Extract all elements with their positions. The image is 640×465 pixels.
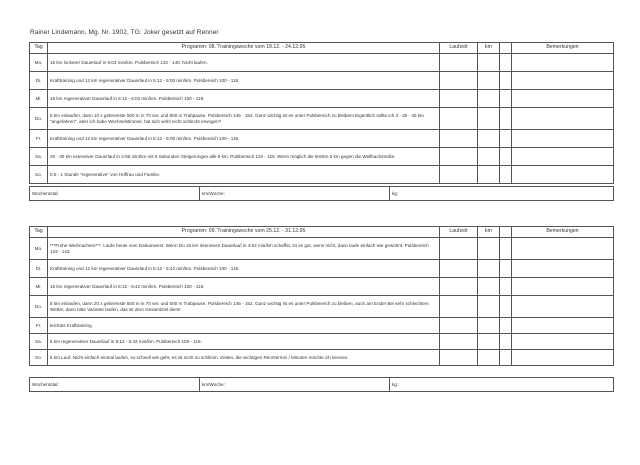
laufzeit-cell (440, 130, 478, 148)
wochentotal-label: Wochentotal: (30, 378, 200, 392)
training-text: Krafttraining und 12 km regenerativer Dauerlauf in 5:12 - 6:00 min/km. Pulsbereich 100 - 118. (48, 72, 440, 90)
training-text: 5 km Lauf. Nicht einfach einmal laufen, so schnell wie geht, es ist nicht so schlimm. Zeiten, die wichtigen Renntermin / Minuten möchte ich kennen. (48, 350, 440, 366)
blank-cell (500, 130, 512, 148)
laufzeit-cell (440, 260, 478, 278)
blank-cell (500, 350, 512, 366)
day-label: Di. (30, 260, 48, 278)
km-cell (478, 130, 500, 148)
training-text: 5 km regenerativer Dauerlauf in 5:12 - 5:42 min/km. Pulsbereich 100 - 118. (48, 334, 440, 350)
laufzeit-cell (440, 296, 478, 318)
laufzeit-cell (440, 166, 478, 184)
bemerkungen-cell (512, 54, 614, 72)
laufzeit-cell (440, 54, 478, 72)
km-woche-label: km/Woche: (200, 378, 390, 392)
laufzeit-cell (440, 334, 478, 350)
km-woche-label: km/Woche: (200, 187, 390, 201)
blank-cell (500, 318, 512, 334)
bemerkungen-cell (512, 334, 614, 350)
bemerkungen-cell (512, 148, 614, 166)
km-cell (478, 108, 500, 130)
training-text: ***Frohe Weihnachten***. Laufe heute vom Darkanwest. Wenn Du 15 km intensiven Dauerlauf in 4:52 min/km schaffst, ist es gut, wenn nicht, dann laufe einfach wie gewohnt. Pulsbereich 133 - 143. (48, 238, 440, 260)
week1-title: Programm: 08. Trainingswoche vom 18.12. - 24.12.95 (48, 43, 440, 54)
col-laufzeit-header: Laufzeit (440, 227, 478, 238)
day-label: Do. (30, 108, 48, 130)
training-text: 16 km regenerativer Dauerlauf in 5:12 - 6:02 min/km. Pulsbereich 100 - 118. (48, 90, 440, 108)
laufzeit-cell (440, 238, 478, 260)
laufzeit-cell (440, 350, 478, 366)
day-label: Di. (30, 72, 48, 90)
laufzeit-cell (440, 72, 478, 90)
blank-cell (500, 72, 512, 90)
training-text: 16 km regenerativer Dauerlauf in 5:12 - 5:42 min/km. Pulsbereich 100 - 118. (48, 278, 440, 296)
col-blank-header (500, 43, 512, 54)
laufzeit-cell (440, 318, 478, 334)
training-text: 5 km einlaufen, dann 10 x gebremste 500 m in 70 sec und 800 m Trabpause. Pulsbereich 145 - 152. Ganz wichtig ist es unter Pulsbereich zu bleiben! Eigentlich sollte ich 3 - 25 - 40 km "angefahren", aber ich habe Wechselstimmel, hat sich wohl nicht schlecht erwogen? (48, 108, 440, 130)
table-row (30, 318, 614, 334)
km-cell (478, 90, 500, 108)
day-label: Mo. (30, 54, 48, 72)
km-cell (478, 296, 500, 318)
blank-cell (500, 260, 512, 278)
km-cell (478, 318, 500, 334)
table-row (30, 72, 614, 90)
km-cell (478, 278, 500, 296)
bemerkungen-cell (512, 238, 614, 260)
week2-title: Programm: 09. Trainingswoche vom 25.12. - 31.12.95 (48, 227, 440, 238)
laufzeit-cell (440, 148, 478, 166)
col-blank-header (500, 227, 512, 238)
table-row (30, 238, 614, 260)
col-day-header: Tag (30, 43, 48, 54)
blank-cell (500, 238, 512, 260)
day-label: Fr. (30, 130, 48, 148)
bemerkungen-cell (512, 130, 614, 148)
day-label: Sa. (30, 148, 48, 166)
day-label: Do. (30, 296, 48, 318)
blank-cell (500, 278, 512, 296)
col-km-header: km (478, 43, 500, 54)
laufzeit-cell (440, 90, 478, 108)
day-label: Mi. (30, 278, 48, 296)
bemerkungen-cell (512, 318, 614, 334)
training-text: 15 km lockerer Dauerlauf in 6:03 min/km. Pulsbereich 133 - 140. Nicht laufen. (48, 54, 440, 72)
bemerkungen-cell (512, 108, 614, 130)
kg-label: kg: (390, 378, 614, 392)
table-row (30, 278, 614, 296)
bemerkungen-cell (512, 350, 614, 366)
training-text: 5 km einlaufen, dann 20 x gebremste 500 m in 70 sec und 500 m Trabpause. Pulsbereich 145 - 152. Ganz wichtig ist es unter Pulsbereich zu bleiben, auch am Ende! Bei sehr schlechtem Wetter, dann bitte Variante laufen, das ist dem Gesamtziel dient! (48, 296, 440, 318)
blank-cell (500, 334, 512, 350)
table-row (30, 130, 614, 148)
table-row (30, 166, 614, 184)
kg-label: kg: (390, 187, 614, 201)
bemerkungen-cell (512, 260, 614, 278)
training-text: 0,5 - 1 Stunde "regenerative" von Hoffrau und Familie. (48, 166, 440, 184)
bemerkungen-cell (512, 90, 614, 108)
km-cell (478, 166, 500, 184)
bemerkungen-cell (512, 296, 614, 318)
km-cell (478, 238, 500, 260)
col-km-header: km (478, 227, 500, 238)
km-cell (478, 54, 500, 72)
day-label: Sa. (30, 334, 48, 350)
blank-cell (500, 108, 512, 130)
training-text: Krafttraining und 12 km regenerativer Dauerlauf in 5:12 - 6:00 min/km. Pulsbereich 100 - 118. (48, 130, 440, 148)
km-cell (478, 260, 500, 278)
bemerkungen-cell (512, 166, 614, 184)
col-bemerkungen-header: Bemerkungen (512, 43, 614, 54)
document-header: Rainer Lindemann, Mg. Nr. 1902, TG: Joker gesetzt auf Renner (30, 29, 219, 36)
blank-cell (500, 148, 512, 166)
week1-summary (29, 186, 614, 201)
table-row (30, 108, 614, 130)
table-row (30, 90, 614, 108)
blank-cell (500, 54, 512, 72)
day-label: So. (30, 166, 48, 184)
wochentotal-label: Wochentotal: (30, 187, 200, 201)
col-laufzeit-header: Laufzeit (440, 43, 478, 54)
day-label: Mo. (30, 238, 48, 260)
bemerkungen-cell (512, 72, 614, 90)
km-cell (478, 148, 500, 166)
week1-table (29, 42, 614, 184)
blank-cell (500, 90, 512, 108)
day-label: So. (30, 350, 48, 366)
km-cell (478, 72, 500, 90)
blank-cell (500, 296, 512, 318)
km-cell (478, 350, 500, 366)
day-label: Fr. (30, 318, 48, 334)
bemerkungen-cell (512, 278, 614, 296)
week2-table (29, 226, 614, 366)
col-bemerkungen-header: Bemerkungen (512, 227, 614, 238)
training-text: 25 - 30 km extensiver Dauerlauf in 4:56 min/km mit 6 Sekunden Steigerungen alle 5 km. Pulsbereich 119 - 126. Wenn möglich die letzten 5 km gegen die Wellbachstraße. (48, 148, 440, 166)
table-row (30, 148, 614, 166)
day-label: Mi. (30, 90, 48, 108)
training-text: Krafttraining und 12 km regenerativer Dauerlauf in 5:12 - 5:42 min/km. Pulsbereich 100 - 118. (48, 260, 440, 278)
col-day-header: Tag (30, 227, 48, 238)
km-cell (478, 334, 500, 350)
training-text: leichtes Krafttraining (48, 318, 440, 334)
table-row (30, 260, 614, 278)
table-row (30, 296, 614, 318)
table-row (30, 54, 614, 72)
laufzeit-cell (440, 108, 478, 130)
week2-summary (29, 377, 614, 392)
table-row (30, 334, 614, 350)
laufzeit-cell (440, 278, 478, 296)
table-row (30, 350, 614, 366)
blank-cell (500, 166, 512, 184)
